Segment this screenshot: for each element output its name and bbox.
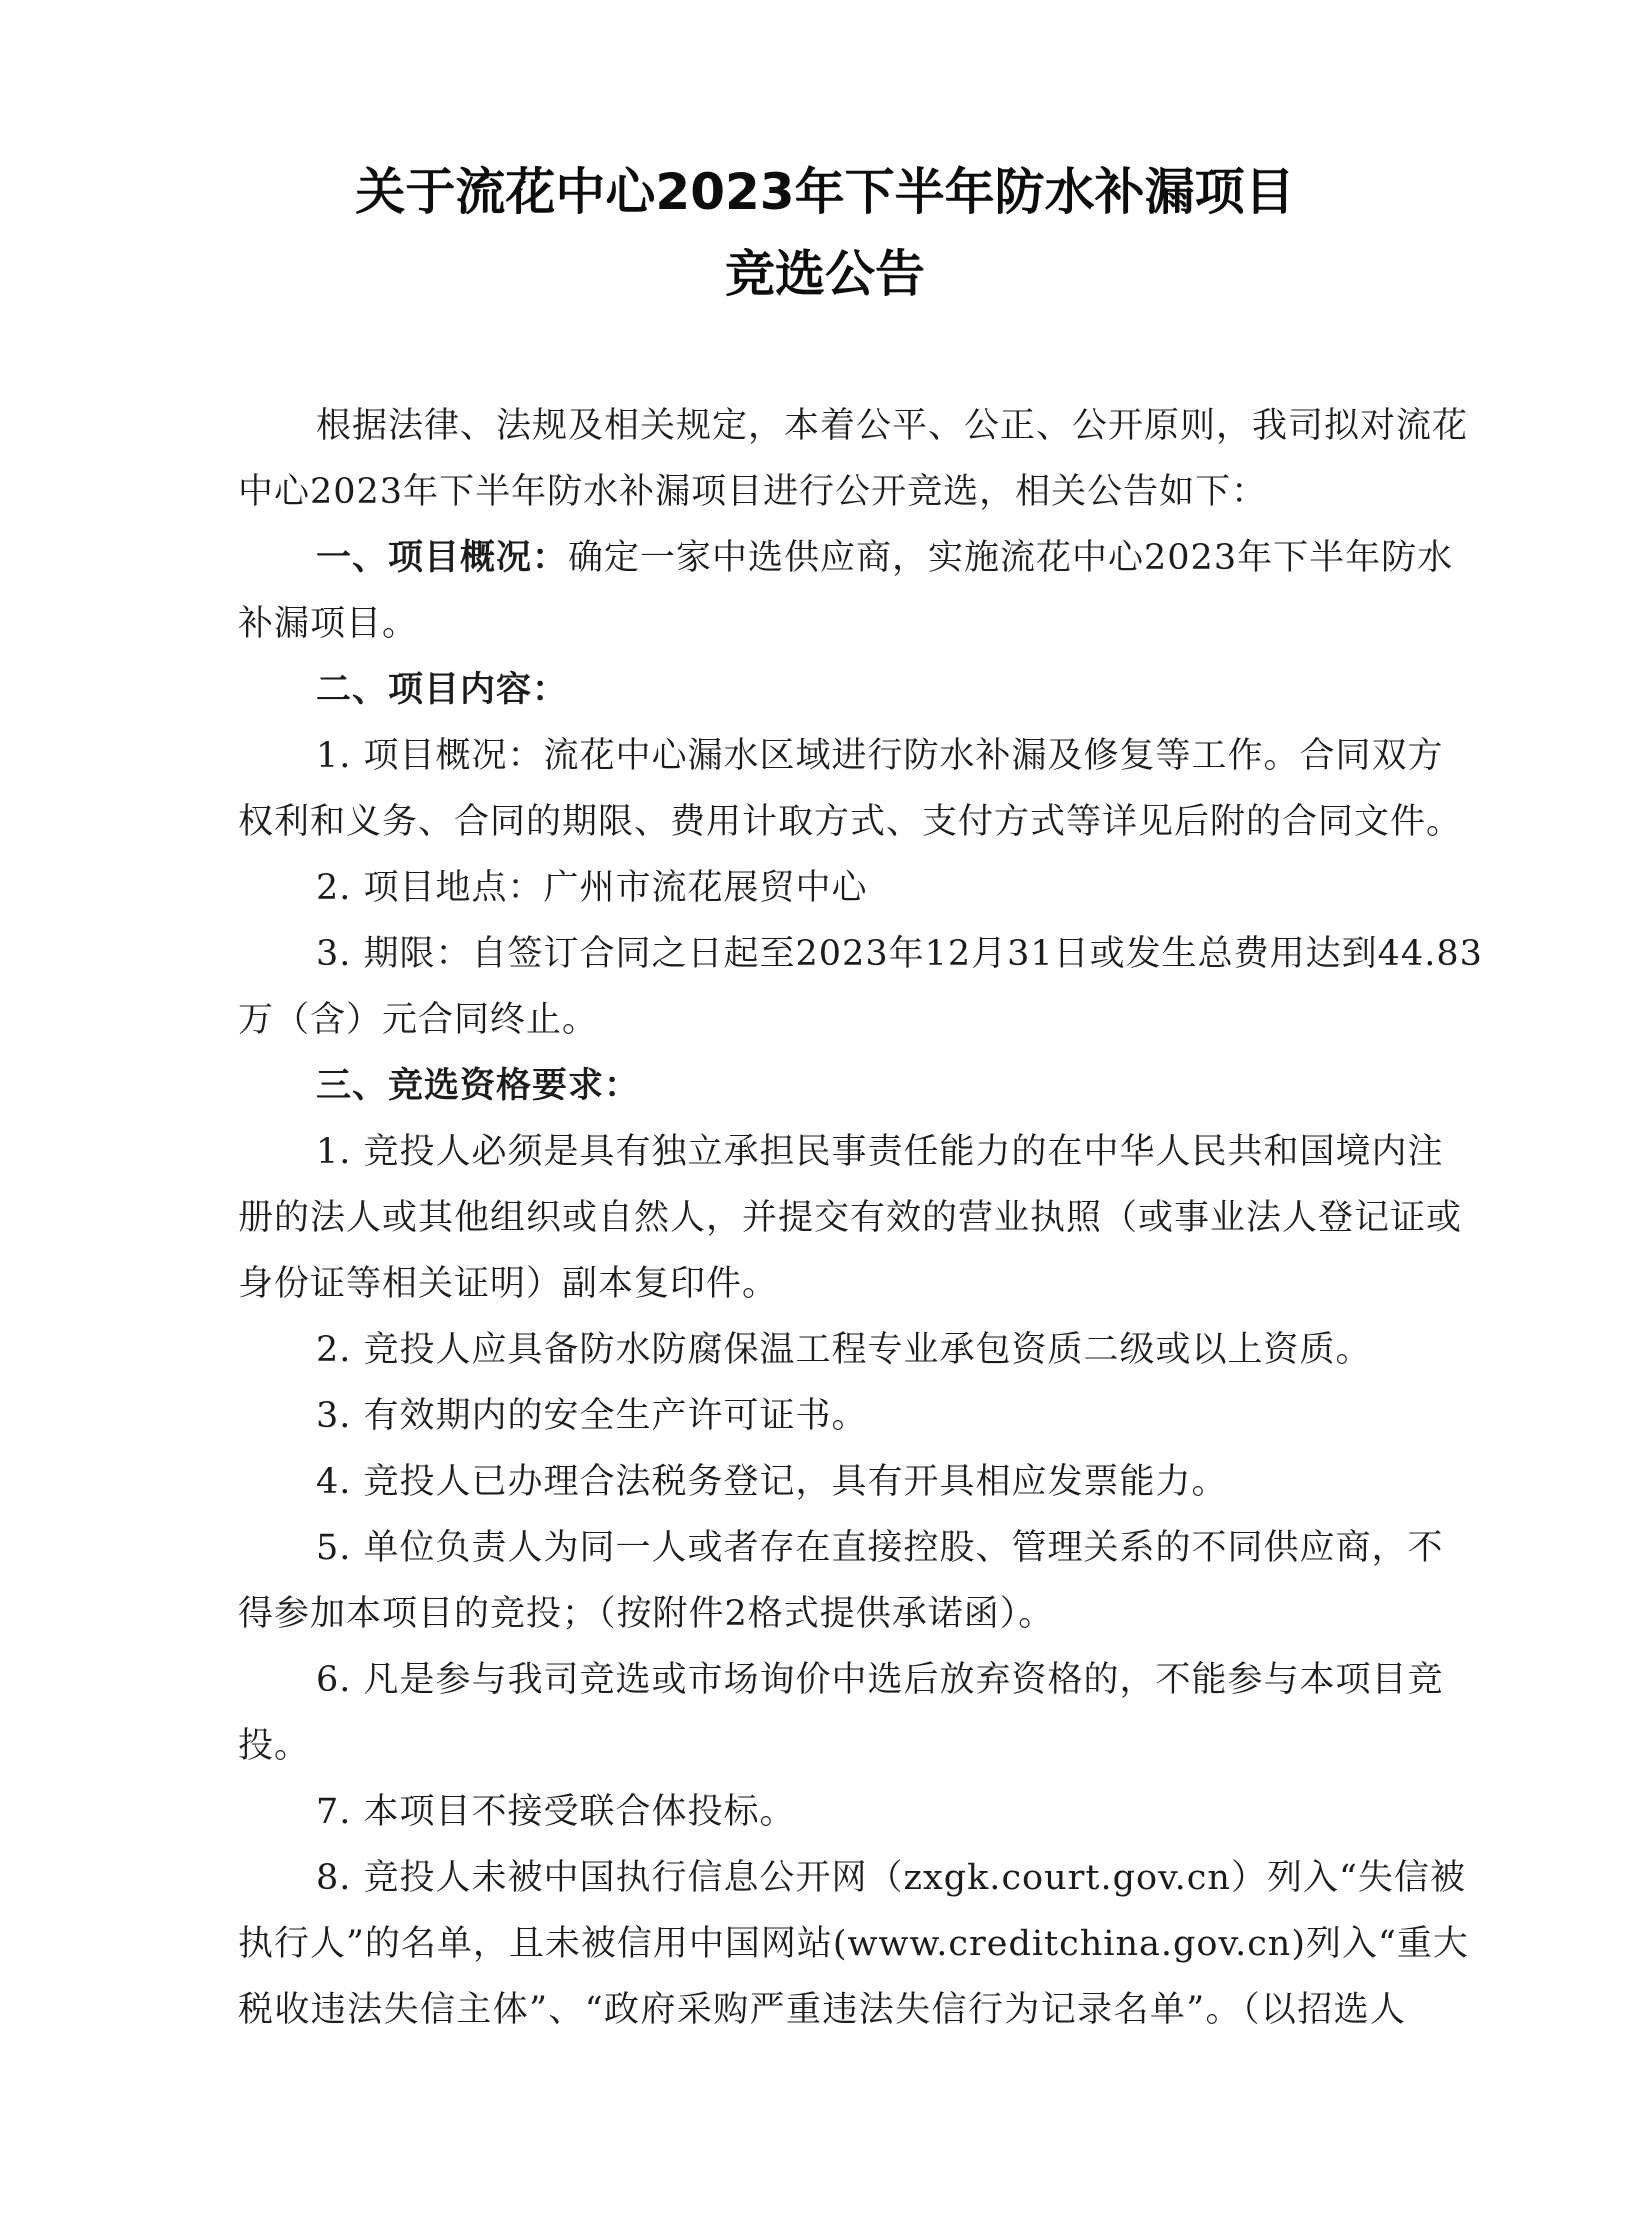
section-3-item-1-line-3: 身份证等相关证明）副本复印件。: [238, 1264, 779, 1304]
section-3-item-5-line-2: 得参加本项目的竞投；（按附件2格式提供承诺函）。: [238, 1594, 1055, 1634]
document-title-line-1: 关于流花中心2023年下半年防水补漏项目: [355, 163, 1295, 221]
section-1-text: 确定一家中选供应商，实施流花中心2023年下半年防水: [568, 538, 1454, 578]
section-3-item-1-line-2: 册的法人或其他组织或自然人，并提交有效的营业执照（或事业法人登记证或: [238, 1198, 1463, 1238]
section-3-item-2: 2. 竞投人应具备防水防腐保温工程专业承包资质二级或以上资质。: [316, 1330, 1372, 1370]
section-2-item-3-line-2: 万（含）元合同终止。: [238, 1000, 599, 1040]
section-3-item-7: 7. 本项目不接受联合体投标。: [316, 1792, 796, 1832]
section-3-item-6-line-2: 投。: [238, 1726, 311, 1766]
section-3-heading: 三、竞选资格要求：: [316, 1066, 641, 1106]
section-3-item-6-line-1: 6. 凡是参与我司竞选或市场询价中选后放弃资格的，不能参与本项目竞: [316, 1660, 1444, 1700]
section-3-item-8-line-2: 执行人”的名单，且未被信用中国网站(www.creditchina.gov.cn)列入“重大: [238, 1924, 1469, 1964]
section-2-item-1-line-2: 权利和义务、合同的期限、费用计取方式、支付方式等详见后附的合同文件。: [238, 802, 1463, 842]
section-2-heading: 二、项目内容：: [316, 670, 569, 710]
section-2-item-2: 2. 项目地点：广州市流花展贸中心: [316, 868, 868, 908]
intro-line-1: 根据法律、法规及相关规定，本着公平、公正、公开原则，我司拟对流花: [316, 406, 1469, 446]
intro-line-2: 中心2023年下半年防水补漏项目进行公开竞选，相关公告如下：: [238, 472, 1268, 512]
section-3-item-1-line-1: 1. 竞投人必须是具有独立承担民事责任能力的在中华人民共和国境内注: [316, 1132, 1444, 1172]
section-1-heading: 一、项目概况：: [316, 538, 569, 578]
section-3-item-8-line-1: 8. 竞投人未被中国执行信息公开网（zxgk.court.gov.cn）列入“失信被: [316, 1858, 1466, 1898]
section-2-item-3-line-1: 3. 期限：自签订合同之日起至2023年12月31日或发生总费用达到44.83: [316, 934, 1483, 974]
section-3-item-4: 4. 竞投人已办理合法税务登记，具有开具相应发票能力。: [316, 1462, 1228, 1502]
section-1-line-2: 补漏项目。: [238, 604, 419, 644]
section-3-item-8-line-3: 税收违法失信主体”、“政府采购严重违法失信行为记录名单”。（以招选人: [238, 1990, 1406, 2030]
section-1-line-1: [316, 534, 1454, 582]
section-3-item-3: 3. 有效期内的安全生产许可证书。: [316, 1396, 868, 1436]
section-2-item-1-line-1: 1. 项目概况：流花中心漏水区域进行防水补漏及修复等工作。合同双方: [316, 736, 1444, 776]
section-3-item-5-line-1: 5. 单位负责人为同一人或者存在直接控股、管理关系的不同供应商，不: [316, 1528, 1444, 1568]
document-title-line-2: 竞选公告: [725, 245, 925, 303]
